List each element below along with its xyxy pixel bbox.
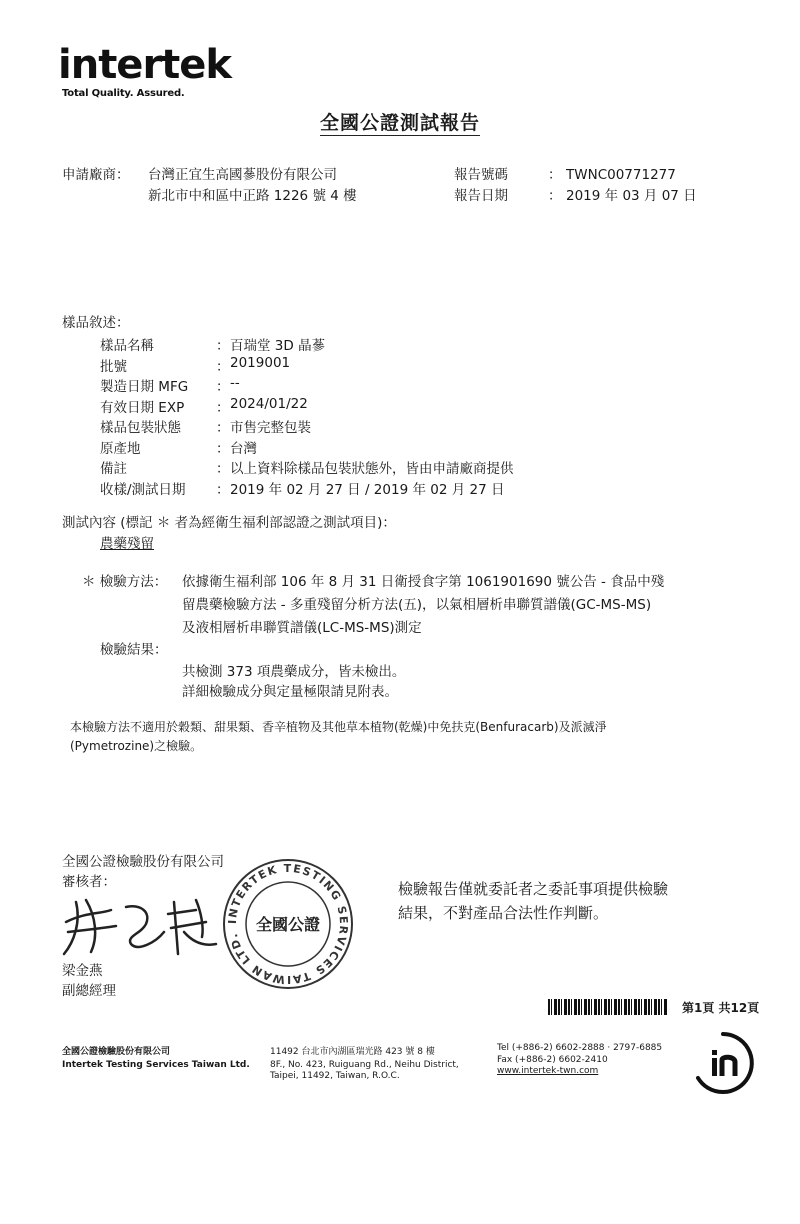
footer-company-zh: 全國公證檢驗股份有限公司 [62, 1047, 171, 1057]
disclaimer-line-1: 檢驗報告僅就委託者之委託事項提供檢驗 [398, 880, 669, 898]
note-line-1: 本檢驗方法不適用於穀類、甜果類、香辛植物及其他草本植物(乾燥)中免扶克(Benfuracarb)及派滅淨 [70, 720, 607, 734]
handwritten-signature [56, 892, 226, 962]
sample-row-value: 2024/01/22 [230, 396, 308, 412]
sample-row-label: 批號 [100, 359, 127, 375]
sample-row-colon: ： [216, 379, 230, 395]
footer-address-en-2: Taipei, 11492, Taiwan, R.O.C. [270, 1071, 400, 1081]
result-line-1: 共檢測 373 項農藥成分，皆未檢出。 [182, 664, 406, 680]
footer-fax: Fax (+886-2) 6602-2410 [497, 1055, 608, 1065]
sample-row-colon: ： [216, 338, 230, 354]
sample-row-label: 樣品包裝狀態 [100, 420, 181, 436]
sample-row-label: 樣品名稱 [100, 338, 154, 354]
logo-tagline: Total Quality. Assured. [62, 88, 185, 99]
report-number-colon: ： [548, 167, 562, 183]
method-label: ＊ 檢驗方法： [82, 574, 168, 590]
sample-row-value: 台灣 [230, 441, 257, 457]
result-label: 檢驗結果： [100, 642, 168, 658]
sample-row-colon: ： [216, 482, 230, 498]
disclaimer-line-2: 結果，不對產品合法性作判斷。 [398, 904, 609, 922]
sample-row-value: 以上資料除樣品包裝狀態外，皆由申請廠商提供 [230, 461, 514, 477]
report-number: TWNC00771277 [566, 167, 676, 183]
test-content-heading: 測試內容 (標記 ＊ 者為經衛生福利部認證之測試項目)： [62, 515, 396, 531]
sample-row-label: 有效日期 EXP [100, 400, 185, 416]
result-line-2: 詳細檢驗成分與定量極限請見附表。 [182, 684, 398, 700]
footer-website-link[interactable]: www.intertek-twn.com [497, 1066, 599, 1076]
barcode [548, 999, 668, 1015]
svg-text:INTERTEK TESTING SERVICES TAIW: INTERTEK TESTING SERVICES TAIWAN LTD. [225, 861, 351, 987]
report-date: 2019 年 03 月 07 日 [566, 188, 697, 204]
reviewer-name: 梁金燕 [62, 963, 103, 979]
intertek-in-logo-icon [690, 1030, 756, 1096]
method-line-1: 依據衛生福利部 106 年 8 月 31 日衛授食字第 1061901690 號公告 - 食品中殘 [182, 574, 665, 590]
footer-address-zh: 11492 台北市內湖區瑞光路 423 號 8 樓 [270, 1047, 435, 1057]
sample-row-colon: ： [216, 461, 230, 477]
sample-row-label: 備註 [100, 461, 127, 477]
sample-row-value: 2019001 [230, 355, 291, 371]
applicant-name: 台灣正宜生高國蔘股份有限公司 [148, 167, 337, 183]
test-category: 農藥殘留 [100, 536, 154, 552]
sample-row-value: -- [230, 375, 240, 391]
sample-row-colon: ： [216, 359, 230, 375]
note-line-2: (Pymetrozine)之檢驗。 [70, 739, 203, 753]
sample-row-colon: ： [216, 400, 230, 416]
report-title: 全國公證測試報告 [319, 112, 480, 134]
applicant-label: 申請廠商： [62, 167, 130, 183]
sample-heading: 樣品敘述： [62, 315, 130, 331]
sample-row-colon: ： [216, 420, 230, 436]
sample-row-value: 2019 年 02 月 27 日 / 2019 年 02 月 27 日 [230, 482, 505, 498]
reviewer-label: 審核者： [62, 874, 116, 890]
method-line-2: 留農藥檢驗方法 - 多重殘留分析方法(五)，以氣相層析串聯質譜儀(GC-MS-MS) [182, 597, 652, 613]
applicant-address: 新北市中和區中正路 1226 號 4 樓 [148, 188, 357, 204]
company-seal [220, 856, 356, 992]
footer-address-en-1: 8F., No. 423, Ruiguang Rd., Neihu District, [270, 1060, 459, 1070]
sample-row-value: 百瑞堂 3D 晶蔘 [230, 338, 326, 354]
footer-tel: Tel (+886-2) 6602-2888 · 2797-6885 [497, 1043, 663, 1053]
sample-row-label: 收樣/測試日期 [100, 482, 186, 498]
sample-row-value: 市售完整包裝 [230, 420, 311, 436]
svg-text:全國公證: 全國公證 [255, 915, 321, 934]
sample-row-colon: ： [216, 441, 230, 457]
method-line-3: 及液相層析串聯質譜儀(LC-MS-MS)測定 [182, 620, 422, 636]
reviewer-position: 副總經理 [62, 983, 116, 999]
signoff-company: 全國公證檢驗股份有限公司 [62, 854, 224, 870]
report-date-colon: ： [548, 188, 562, 204]
report-date-label: 報告日期 [454, 188, 508, 204]
report-number-label: 報告號碼 [454, 167, 508, 183]
sample-row-label: 原產地 [100, 441, 141, 457]
sample-row-label: 製造日期 MFG [100, 379, 189, 395]
footer-company-en: Intertek Testing Services Taiwan Ltd. [62, 1060, 250, 1070]
page-indicator: 第1頁 共12頁 [682, 1001, 760, 1015]
intertek-logo: intertek [58, 42, 232, 88]
